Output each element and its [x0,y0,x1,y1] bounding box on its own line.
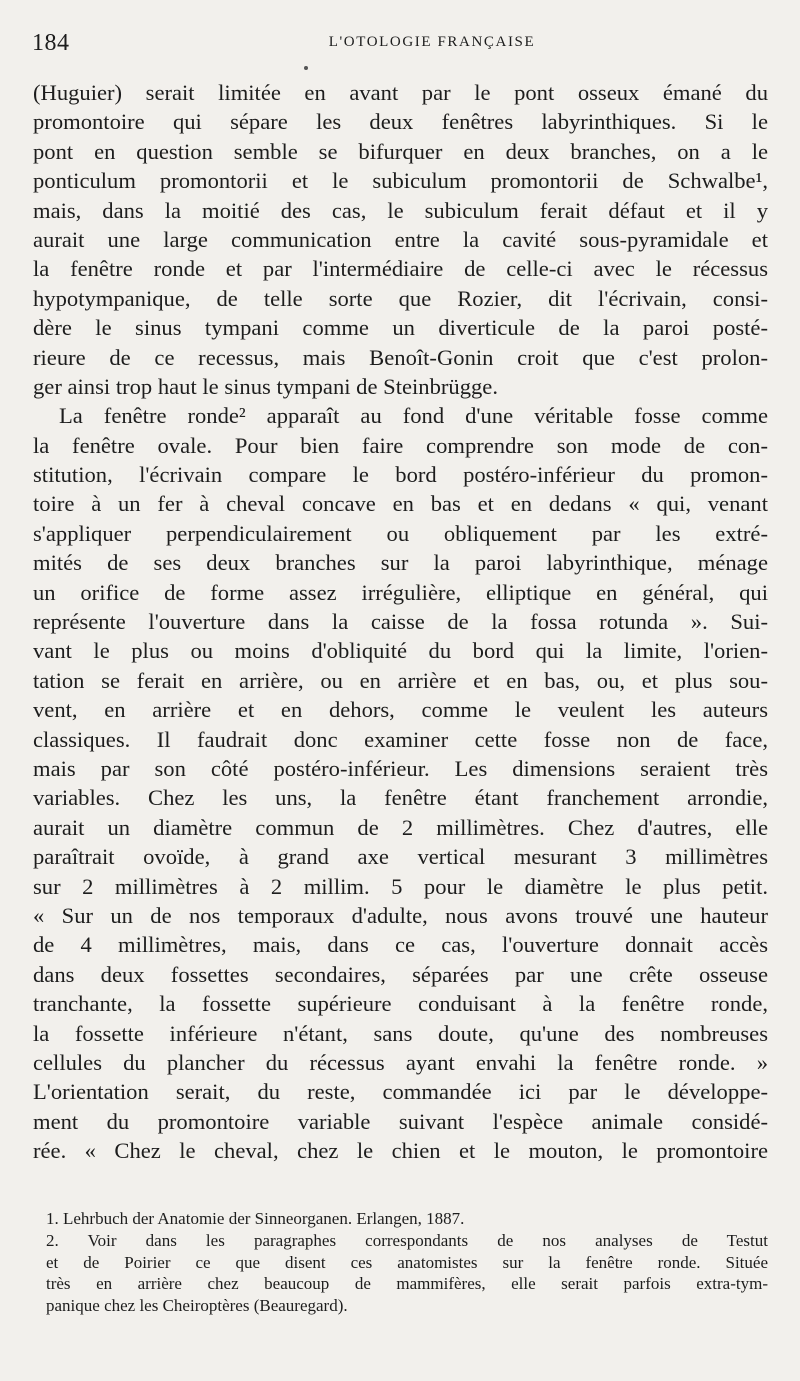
text-line: (Huguier) serait limitée en avant par le pont osseux émané du [33,80,768,105]
text-line: mais, dans la moitié des cas, le subiculum ferait défaut et il y [33,197,768,223]
page-number: 184 [32,30,70,56]
running-title: L'OTOLOGIE FRANÇAISE [328,34,536,50]
footnote-2-line: très en arrière chez beaucoup de mammifères, elle serait parfois extra-tym- [46,1274,768,1294]
text-line: vant le plus ou moins d'obliquité du bord qui la limite, l'orien- [33,638,768,664]
text-line: rieure de ce recessus, mais Benoît-Gonin croit que c'est prolon- [33,344,768,370]
text-line: la fenêtre ovale. Pour bien faire comprendre son mode de con- [33,432,768,458]
text-line: la fenêtre ronde et par l'intermédiaire de celle-ci avec le récessus [33,256,768,282]
text-line: L'orientation serait, du reste, commandée ici par le développe- [33,1079,768,1105]
text-line: cellules du plancher du récessus ayant envahi la fenêtre ronde. » [33,1049,768,1075]
text-line: un orifice de forme assez irrégulière, elliptique en général, qui [33,579,768,605]
text-line: mais par son côté postéro-inférieur. Les dimensions seraient très [33,755,768,781]
text-line: aurait un diamètre commun de 2 millimètres. Chez d'autres, elle [33,814,768,840]
text-line: tation se ferait en arrière, ou en arrière et en bas, ou, et plus sou- [33,667,768,693]
text-line: vent, en arrière et en dehors, comme le veulent les auteurs [33,697,768,723]
footnote-2-line: 2. Voir dans les paragraphes correspondants de nos analyses de Testut [46,1230,768,1250]
text-line: représente l'ouverture dans la caisse de la fossa rotunda ». Sui- [33,609,768,635]
text-line: classiques. Il faudrait donc examiner cette fosse non de face, [33,726,768,752]
text-line: « Sur un de nos temporaux d'adulte, nous avons trouvé une hauteur [33,902,768,928]
text-line: ger ainsi trop haut le sinus tympani de Steinbrügge. [33,373,498,399]
footnote-1: 1. Lehrbuch der Anatomie der Sinneorganen. Erlangen, 1887. [46,1209,465,1228]
text-line: pont en question semble se bifurquer en deux branches, on a le [33,138,768,164]
paragraph-start-line: La fenêtre ronde² apparaît au fond d'une véritable fosse comme [59,403,768,429]
text-line: tranchante, la fossette supérieure conduisant à la fenêtre ronde, [33,991,768,1017]
text-line: toire à un fer à cheval concave en bas et en dedans « qui, venant [33,491,768,517]
text-line: stitution, l'écrivain compare le bord postéro-inférieur du promon- [33,462,768,488]
text-line: la fossette inférieure n'étant, sans doute, qu'une des nombreuses [33,1020,768,1046]
ink-speck [304,66,308,70]
footnote-2-line: panique chez les Cheiroptères (Beauregard). [46,1296,348,1316]
text-line: paraîtrait ovoïde, à grand axe vertical mesurant 3 millimètres [33,844,768,870]
text-line: sur 2 millimètres à 2 millim. 5 pour le diamètre le plus petit. [33,873,768,899]
text-line: promontoire qui sépare les deux fenêtres labyrinthiques. Si le [33,109,768,135]
body-text [33,78,768,1165]
page-header [32,30,772,60]
text-line: mités de ses deux branches sur la paroi labyrinthique, ménage [33,550,768,576]
footnotes [46,1208,768,1317]
text-line: hypotympanique, de telle sorte que Rozier, dit l'écrivain, consi- [33,285,768,311]
text-line: dère le sinus tympani comme un diverticule de la paroi posté- [33,315,768,341]
text-line: ment du promontoire variable suivant l'espèce animale considé- [33,1108,768,1134]
text-line: variables. Chez les uns, la fenêtre étant franchement arrondie, [33,785,768,811]
text-line: s'appliquer perpendiculairement ou obliquement par les extré- [33,520,768,546]
footnote-2-line: et de Poirier ce que disent ces anatomistes sur la fenêtre ronde. Située [46,1252,768,1272]
text-line: dans deux fossettes secondaires, séparées par une crête osseuse [33,961,768,987]
text-line: de 4 millimètres, mais, dans ce cas, l'ouverture donnait accès [33,932,768,958]
text-line: aurait une large communication entre la cavité sous-pyramidale et [33,226,768,252]
text-line: ponticulum promontorii et le subiculum promontorii de Schwalbe¹, [33,168,768,194]
text-line: rée. « Chez le cheval, chez le chien et le mouton, le promontoire [33,1138,768,1164]
